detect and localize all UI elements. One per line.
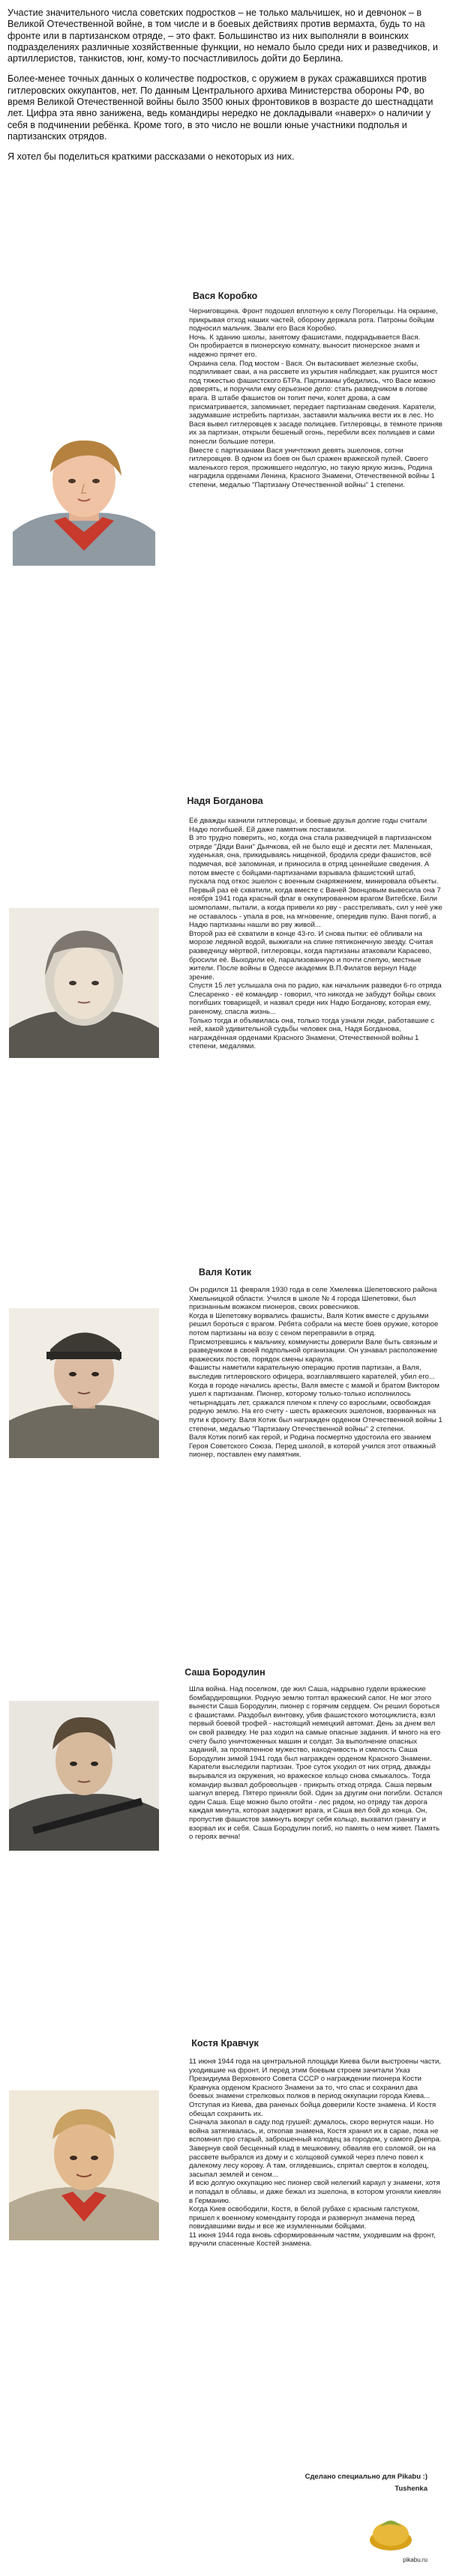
hero-title-kotik: Валя Котик xyxy=(198,1267,252,1278)
bio-paragraph: Её дважды казнили гитлеровцы, и боевые друзья долгие годы считали Надю погибшей. Ей даже памятник поставили. xyxy=(189,817,428,834)
bio-paragraph: Черниговщина. Фронт подошел вплотную к селу Погорельцы. На окраине, прикрывая отход наших частей, оборону держала рота. Патроны бойцам подносил мальчик. Звали его Вася Коробко. xyxy=(189,307,438,333)
intro-text xyxy=(8,7,442,172)
bio-paragraph: Второй раз её схватили в конце 43-го. И снова пытки: её обливали на морозе ледяной водой, выжигали на спине пятиконечную звезду. Считая разведчицу мёртвой, гитлеровцы, когда партизаны атаковали Карасево, бросили её. Выходили её, парализованную и почти слепую, местные жители. После войны в Одессе академик В.П.Филатов вернул Наде зрение. xyxy=(189,929,434,982)
bio-paragraph: Ночь. К зданию школы, занятому фашистами, подкрадывается Вася. xyxy=(189,333,421,342)
hero-bio-kravchuk xyxy=(189,2058,442,2249)
hero-title-kravchuk: Костя Кравчук xyxy=(191,2038,259,2049)
bio-paragraph: Когда в Шепетовку ворвались фашисты, Валя Котик вместе с друзьями решил бороться с врагом. Ребята собрали на месте боев оружие, которое потом партизаны на возу с сеном переправили в отряд. xyxy=(189,1311,439,1337)
intro-paragraph-2: Более-менее точных данных о количестве подростков, с оружием в руках сражавшихся против гитлеровских оккупантов, нет. По данным Центрального архива Министерства обороны РФ, во время Великой Отечественной войны было 3500 юных фронтовиков в возрасте до шестнадцати лет. Цифра эта явно занижена, ведь командиры нередко не докладывали «наверх» о наличии у себя в подчинении ребёнка. Кроме того, в это число не вошли юные участники подполья и партизанских отрядов. xyxy=(8,73,434,142)
portrait-korobko xyxy=(9,420,159,569)
portrait-borodulin xyxy=(9,1701,159,1851)
portrait-bogdanova xyxy=(9,908,159,1058)
pikabu-logo-caption: pikabu.ru xyxy=(403,2557,428,2563)
bio-paragraph: Когда Киев освободили, Костя, в белой рубахе с красным галстуком, пришел к военному коменданту города и развернул знамена перед повидавшими виды и все же изумленными бойцами. xyxy=(189,2205,420,2231)
portrait-kravchuk xyxy=(9,2090,159,2240)
pikabu-logo-icon xyxy=(364,2504,417,2560)
hero-bio-bogdanova xyxy=(189,817,442,1051)
bio-paragraph: Когда в городе начались аресты, Валя вместе с мамой и братом Виктором ушел к партизанам. Пионер, которому только-только исполнилось четырнадцать лет, сражался плечом к плечу со взрослыми, освобождая родную землю. На его счету - шесть вражеских эшелонов, взорванных на пути к фронту. Валя Котик был награжден орденом Отечественной войны 1 степени, медалью "Партизану Отечественной войны" 2 степени. xyxy=(189,1381,442,1433)
bio-paragraph: Фашисты наметили карательную операцию против партизан, а Валя, выследив гитлеровского офицера, возглавлявшего карателей, убил его... xyxy=(189,1364,435,1381)
bio-paragraph: Только тогда и объявилась она, только тогда узнали люди, работавшие с ней, какой удивительной судьбы человек она, Надя Богданова, награждённая орденами Красного Знамени, Отечественной войны 1 степени, медалями. xyxy=(189,1016,435,1051)
bio-paragraph: Он родился 11 февраля 1930 года в селе Хмелевка Шепетовского района Хмельницкой области. Учился в школе № 4 города Шепетовки, был признанным вожаком пионеров, своих ровесников. xyxy=(189,1286,437,1312)
hero-bio-kotik xyxy=(189,1286,442,1460)
hero-bio-borodulin xyxy=(189,1685,442,1842)
bio-paragraph: И всю долгую оккупацию нес пионер свой нелегкий караул у знамени, хотя и попадал в облавы, и даже бежал из эшелона, в котором угоняли киевлян в Германию. xyxy=(189,2179,441,2205)
hero-title-bogdanova: Надя Богданова xyxy=(187,796,263,806)
bio-paragraph: Отступая из Киева, два раненых бойца доверили Косте знамена. И Костя обещал сохранить их. xyxy=(189,2100,436,2118)
bio-paragraph: Вместе с партизанами Вася уничтожил девять эшелонов, сотни гитлеровцев. В одном из боев он был сражен вражеской пулей. Своего маленького героя, прожившего недолгую, но такую яркую жизнь, Родина наградила орденами Ленина, Красного Знамени, Отечественной войны 1 степени, медалью "Партизану Отечественной войны" 1 степени. xyxy=(189,446,436,489)
intro-paragraph-1: Участие значительного числа советских подростков – не только мальчишек, но и девчонок – в Великой Отечественной войне, в том числе и в боевых действиях против вермахта, будь то на фронте или в партизанском отряде, – это факт. Большинство из них выполняли в воинских подразделениях различные хозяйственные функции, но немало было среди них и разведчиков, и артиллеристов, танкистов, юнг, кому-то посчастливилось дойти до Берлина. xyxy=(8,7,438,64)
bio-paragraph: Каратели выследили партизан. Трое суток уходил от них отряд, дважды вырывался из окружения, но вражеское кольцо снова смыкалось. Тогда командир вызвал добровольцев - прикрыть отход отряда. Саша первым шагнул вперед. Пятеро приняли бой. Один за другим они погибли. Остался один Саша. Еще можно было отойти - лес рядом, но отряду так дорога каждая минута, которая задержит врага, и Саша вел бой до конца. Он, пропустив фашистов замкнуть вокруг себя кольцо, выхватил гранату и взорвал их и себя. Саша Бородулин погиб, но память о нем живет. Память о героях вечна! xyxy=(189,1763,442,1842)
bio-paragraph: 11 июня 1944 года вновь сформированным частям, уходившим на фронт, вручили спасенные Костей знамена. xyxy=(189,2231,436,2249)
credit-author: Tushenka xyxy=(394,2485,428,2493)
bio-paragraph: Спустя 15 лет услышала она по радио, как начальник разведки 6-го отряда Слесаренко - её командир - говорил, что никогда не забудут бойцы своих погибших товарищей, и назвал среди них Надю Богданову, которая ему, раненому, спасла жизнь... xyxy=(189,982,442,1017)
intro-paragraph-3: Я хотел бы поделиться краткими рассказами о некоторых из них. xyxy=(8,151,295,163)
bio-paragraph: Первый раз её схватили, когда вместе с Ваней Звонцовым вывесила она 7 ноября 1941 года красный флаг в оккупированном врагом Витебске. Били шомполами, пытали, а когда привели ко рву - расстреливать, сил у неё уже не оставалось - упала в ров, на мгновение, опередив пулю. Ваня погиб, а Надю партизаны нашли во рву живой... xyxy=(189,886,442,930)
bio-paragraph: Присмотревшись к мальчику, коммунисты доверили Вале быть связным и разведчиком в своей подпольной организации. Он узнавал расположение вражеских постов, порядок смены караула. xyxy=(189,1337,438,1364)
bio-paragraph: 11 июня 1944 года на центральной площади Киева были выстроены части, уходившие на фронт. И перед этим боевым строем зачитали Указ Президиума Верховного Совета СССР о награждении пионера Кости Кравчука орденом Красного Знамени за то, что спас и сохранил два боевых знамени стрелковых полков в период оккупации города Киева... xyxy=(189,2058,441,2101)
bio-paragraph: Валя Котик погиб как герой, и Родина посмертно удостоила его званием Героя Советского Союза. Перед школой, в которой учился этот отважный пионер, поставлен ему памятник. xyxy=(189,1433,436,1460)
bio-paragraph: Шла война. Над поселком, где жил Саша, надрывно гудели вражеские бомбардировщики. Родную землю топтал вражеский сапог. Не мог этого вынести Саша Бородулин, пионер с горячим сердцем. Он решил бороться с фашистами. Раздобыл винтовку, убив фашистского мотоциклиста, взял первый боевой трофей - настоящий немецкий автомат. День за днем вел он свой разведку. Не раз ходил на самые опасные задания. И много на его счету было уничтоженных машин и солдат. За выполнение опасных заданий, за проявленное мужество, находчивость и смелость Саша Бородулин зимой 1941 года был награжден орденом Красного Знамени. xyxy=(189,1685,441,1763)
hero-title-korobko: Вася Коробко xyxy=(192,291,258,301)
bio-paragraph: Сначала закопал в саду под грушей: думалось, скоро вернутся наши. Но война затягивалась, и, откопав знамена, Костя хранил их в сарае, пока не вспомнил про старый, заброшенный колодец за городом, у самого Днепра. Завернув свой бесценный клад в мешковину, обваляв его соломой, он на рассвете выбрался из дому и с холщовой сумкой через плечо повел к далекому лесу корову. А там, оглядевшись, спрятал сверток в колодец, засыпал землей и сеном... xyxy=(189,2118,442,2179)
bio-paragraph: Он пробирается в пионерскую комнату, выносит пионерское знамя и надежно прячет его. xyxy=(189,342,420,359)
hero-bio-korobko xyxy=(189,307,442,489)
bio-paragraph: В это трудно поверить, но, когда она стала разведчицей в партизанском отряде "Дяди Вани" Дьячкова, ей не было ещё и десяти лет. Маленькая, худенькая, она, прикидываясь нищенкой, бродила среди фашистов, всё подмечая, всё запоминая, и приносила в отряд ценнейшие сведения. А потом вместе с бойцами-партизанами взрывала фашистский штаб, пускала под откос эшелон с военным снаряжением, минировала объекты. xyxy=(189,834,439,886)
credit-line: Сделано специально для Pikabu :) xyxy=(304,2473,428,2481)
hero-title-borodulin: Саша Бородулин xyxy=(184,1667,266,1678)
portrait-kotik xyxy=(9,1308,159,1458)
bio-paragraph: Окраина села. Под мостом - Вася. Он вытаскивает железные скобы, подпиливает сваи, а на рассвете из укрытия наблюдает, как рушится мост под тяжестью фашистского БТРа. Партизаны убедились, что Васе можно доверять, и поручили ему серьезное дело: стать разведчиком в логове врага. В штабе фашистов он топит печи, колет дрова, а сам присматривается, запоминает, передает партизанам сведения. Каратели, задумавшие истребить партизан, заставили мальчика вести их в лес. Но Вася вывел гитлеровцев к засаде полицаев. Гитлеровцы, в темноте приняв их за партизан, открыли бешеный огонь, перебили всех полицаев и сами понесли большие потери. xyxy=(189,359,442,446)
